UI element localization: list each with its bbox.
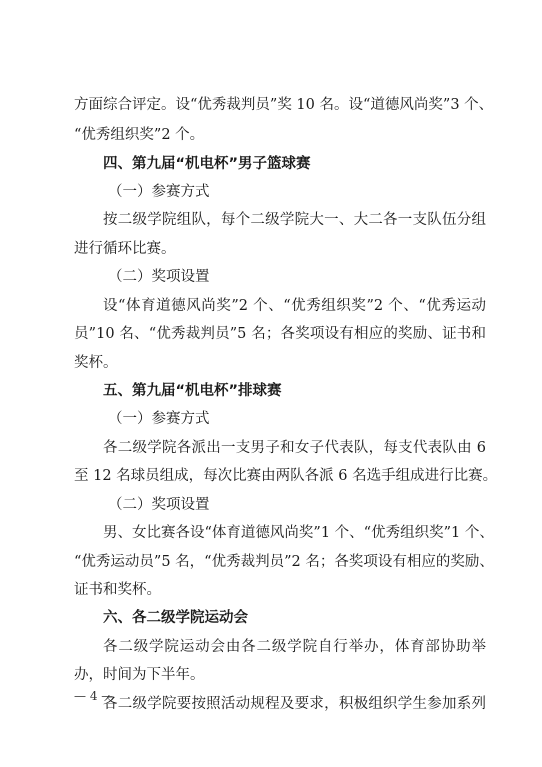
section-heading-college-games: 六、各二级学院运动会: [103, 610, 248, 626]
section-heading-basketball: 四、第九届“机电杯”男子篮球赛: [103, 156, 311, 172]
paragraph-line: 员”10 名、“优秀裁判员”5 名；各奖项设有相应的奖励、证书和: [74, 326, 486, 342]
subheading-awards: （二）奖项设置: [108, 269, 210, 285]
paragraph-line: 按二级学院组队，每个二级学院大一、大二各一支队伍分组: [103, 212, 486, 228]
paragraph-line: 男、女比赛各设“体育道德风尚奖”1 个、“优秀组织奖”1 个、: [103, 525, 494, 541]
paragraph-line: 奖杯。: [74, 355, 118, 371]
subheading-awards: （二）奖项设置: [108, 497, 210, 513]
paragraph-line: 至 12 名球员组成，每次比赛由两队各派 6 名选手组成进行比赛。: [74, 468, 498, 484]
paragraph-line: 进行循环比赛。: [74, 241, 176, 257]
section-heading-volleyball: 五、第九届“机电杯”排球赛: [103, 383, 282, 399]
paragraph-line: 设“体育道德风尚奖”2 个、“优秀组织奖”2 个、“优秀运动: [103, 298, 486, 314]
paragraph-line: 方面综合评定。设“优秀裁判员”奖 10 名。设“道德风尚奖”3 个、: [74, 97, 494, 113]
paragraph-line: 各二级学院要按照活动规程及要求，积极组织学生参加系列: [103, 696, 486, 712]
subheading-participation: （一）参赛方式: [108, 411, 210, 427]
paragraph-line: 办，时间为下半年。: [74, 667, 205, 683]
subheading-participation: （一）参赛方式: [108, 184, 210, 200]
paragraph-line: “优秀运动员”5 名，“优秀裁判员”2 名；各奖项设有相应的奖励、: [74, 554, 494, 570]
paragraph-line: 各二级学院各派出一支男子和女子代表队，每支代表队由 6: [103, 440, 486, 456]
paragraph-line: 各二级学院运动会由各二级学院自行举办，体育部协助举: [103, 639, 486, 655]
paragraph-line: 证书和奖杯。: [74, 582, 161, 598]
paragraph-line: “优秀组织奖”2 个。: [74, 127, 205, 143]
page-number: — 4 —: [74, 689, 114, 703]
